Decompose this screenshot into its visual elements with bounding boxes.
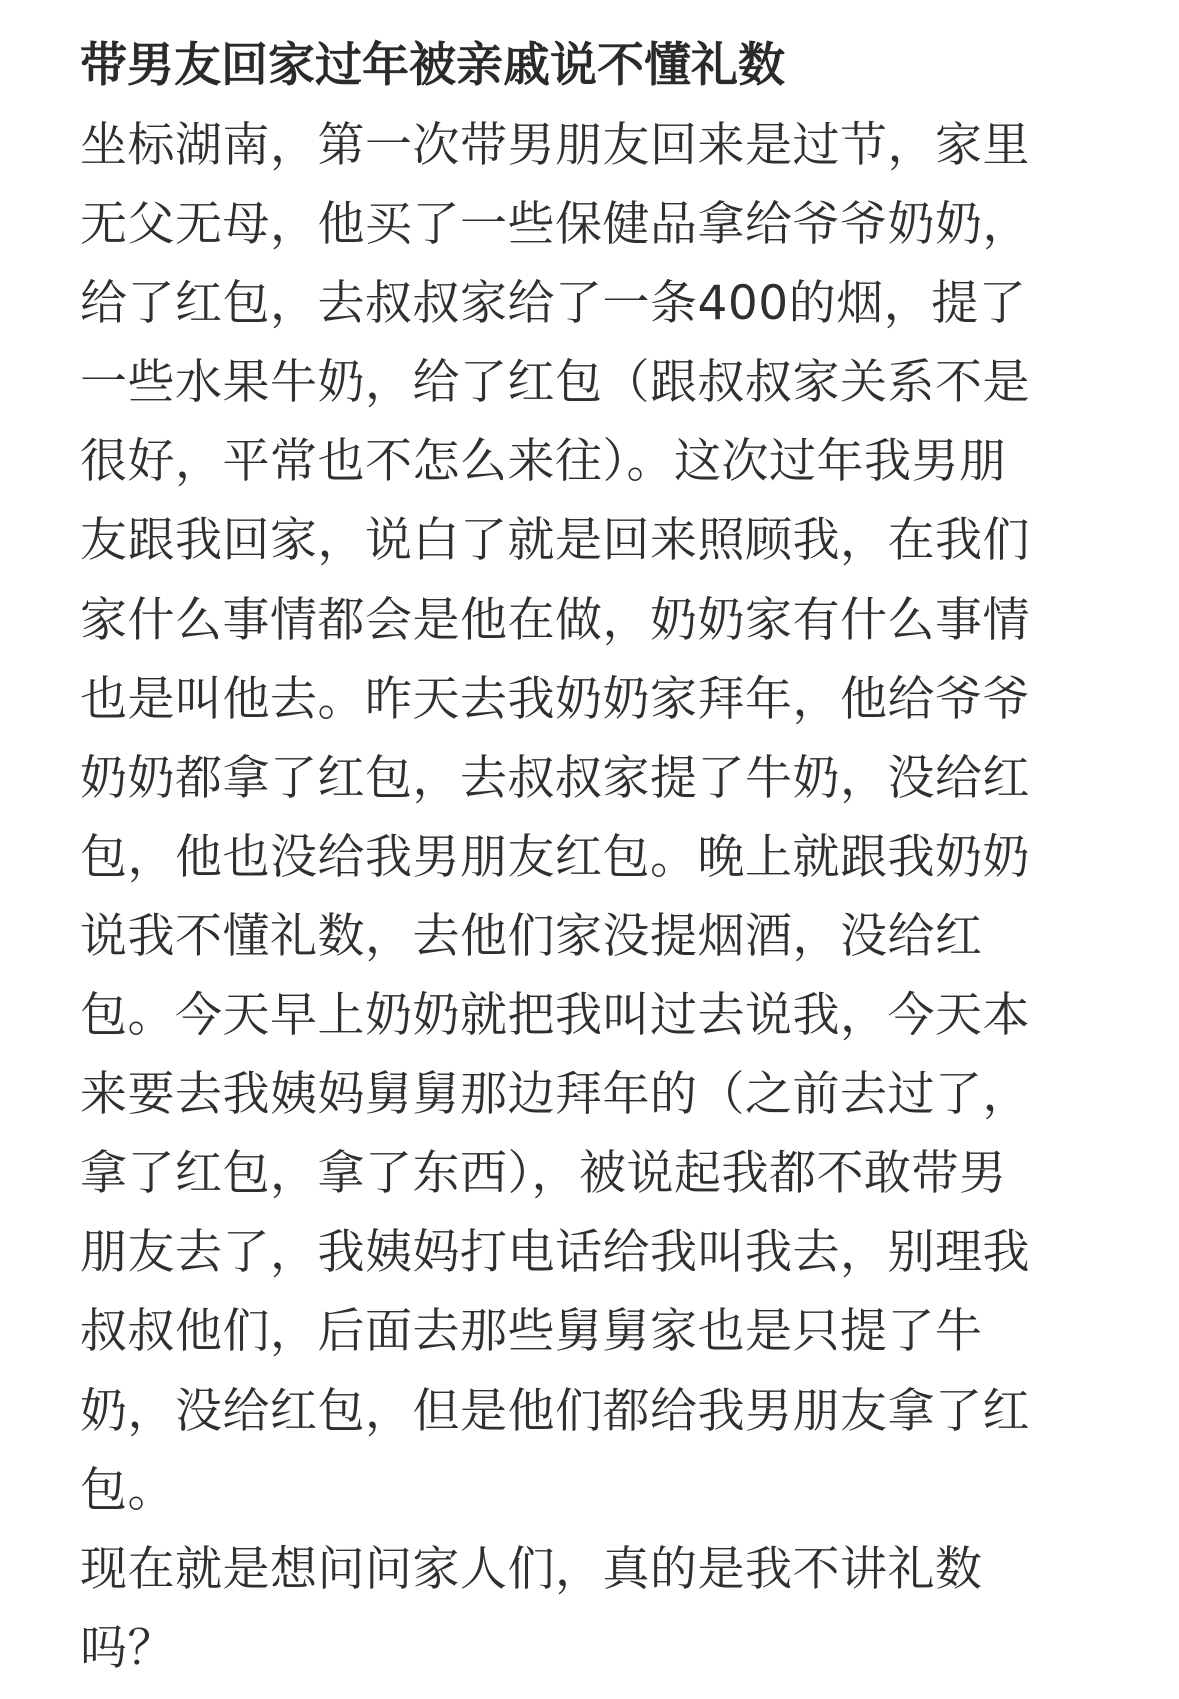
body-line: 给了红包，去叔叔家给了一条400的烟，提了 <box>80 276 1027 332</box>
body-line: 朋友去了，我姨妈打电话给我叫我去，别理我 <box>80 1225 1030 1281</box>
body-line: 坐标湖南，第一次带男朋友回来是过节，家里 <box>80 118 1030 173</box>
body-line: 奶奶都拿了红包，去叔叔家提了牛奶，没给红 <box>80 750 1030 806</box>
body-line: 也是叫他去。昨天去我奶奶家拜年，他给爷爷 <box>80 671 1030 727</box>
body-line: 拿了红包，拿了东西），被说起我都不敢带男 <box>80 1146 1007 1202</box>
body-line: 奶，没给红包，但是他们都给我男朋友拿了红 <box>80 1383 1030 1439</box>
body-line: 一些水果牛奶，给了红包（跟叔叔家关系不是 <box>80 355 1030 411</box>
body-line: 家什么事情都会是他在做，奶奶家有什么事情 <box>80 592 1030 648</box>
body-line: 包，他也没给我男朋友红包。晚上就跟我奶奶 <box>80 829 1030 885</box>
body-line: 包。今天早上奶奶就把我叫过去说我，今天本 <box>80 988 1030 1044</box>
body-line: 友跟我回家，说白了就是回来照顾我，在我们 <box>80 513 1030 569</box>
post-title: 带男友回家过年被亲戚说不懂礼数 <box>80 38 785 93</box>
body-line: 现在就是想问问家人们，真的是我不讲礼数 <box>80 1541 983 1597</box>
body-line: 叔叔他们，后面去那些舅舅家也是只提了牛 <box>80 1304 983 1360</box>
body-line: 包。 <box>80 1462 175 1518</box>
body-line: 无父无母，他买了一些保健品拿给爷爷奶奶， <box>80 197 1030 253</box>
body-line: 说我不懂礼数，去他们家没提烟酒，没给红 <box>80 908 983 964</box>
body-line: 来要去我姨妈舅舅那边拜年的（之前去过了， <box>80 1067 1030 1123</box>
post-body <box>80 106 1120 1688</box>
body-line: 吗？ <box>80 1620 175 1676</box>
body-line: 很好，平常也不怎么来往）。这次过年我男朋 <box>80 434 1007 490</box>
post <box>80 0 1120 1676</box>
